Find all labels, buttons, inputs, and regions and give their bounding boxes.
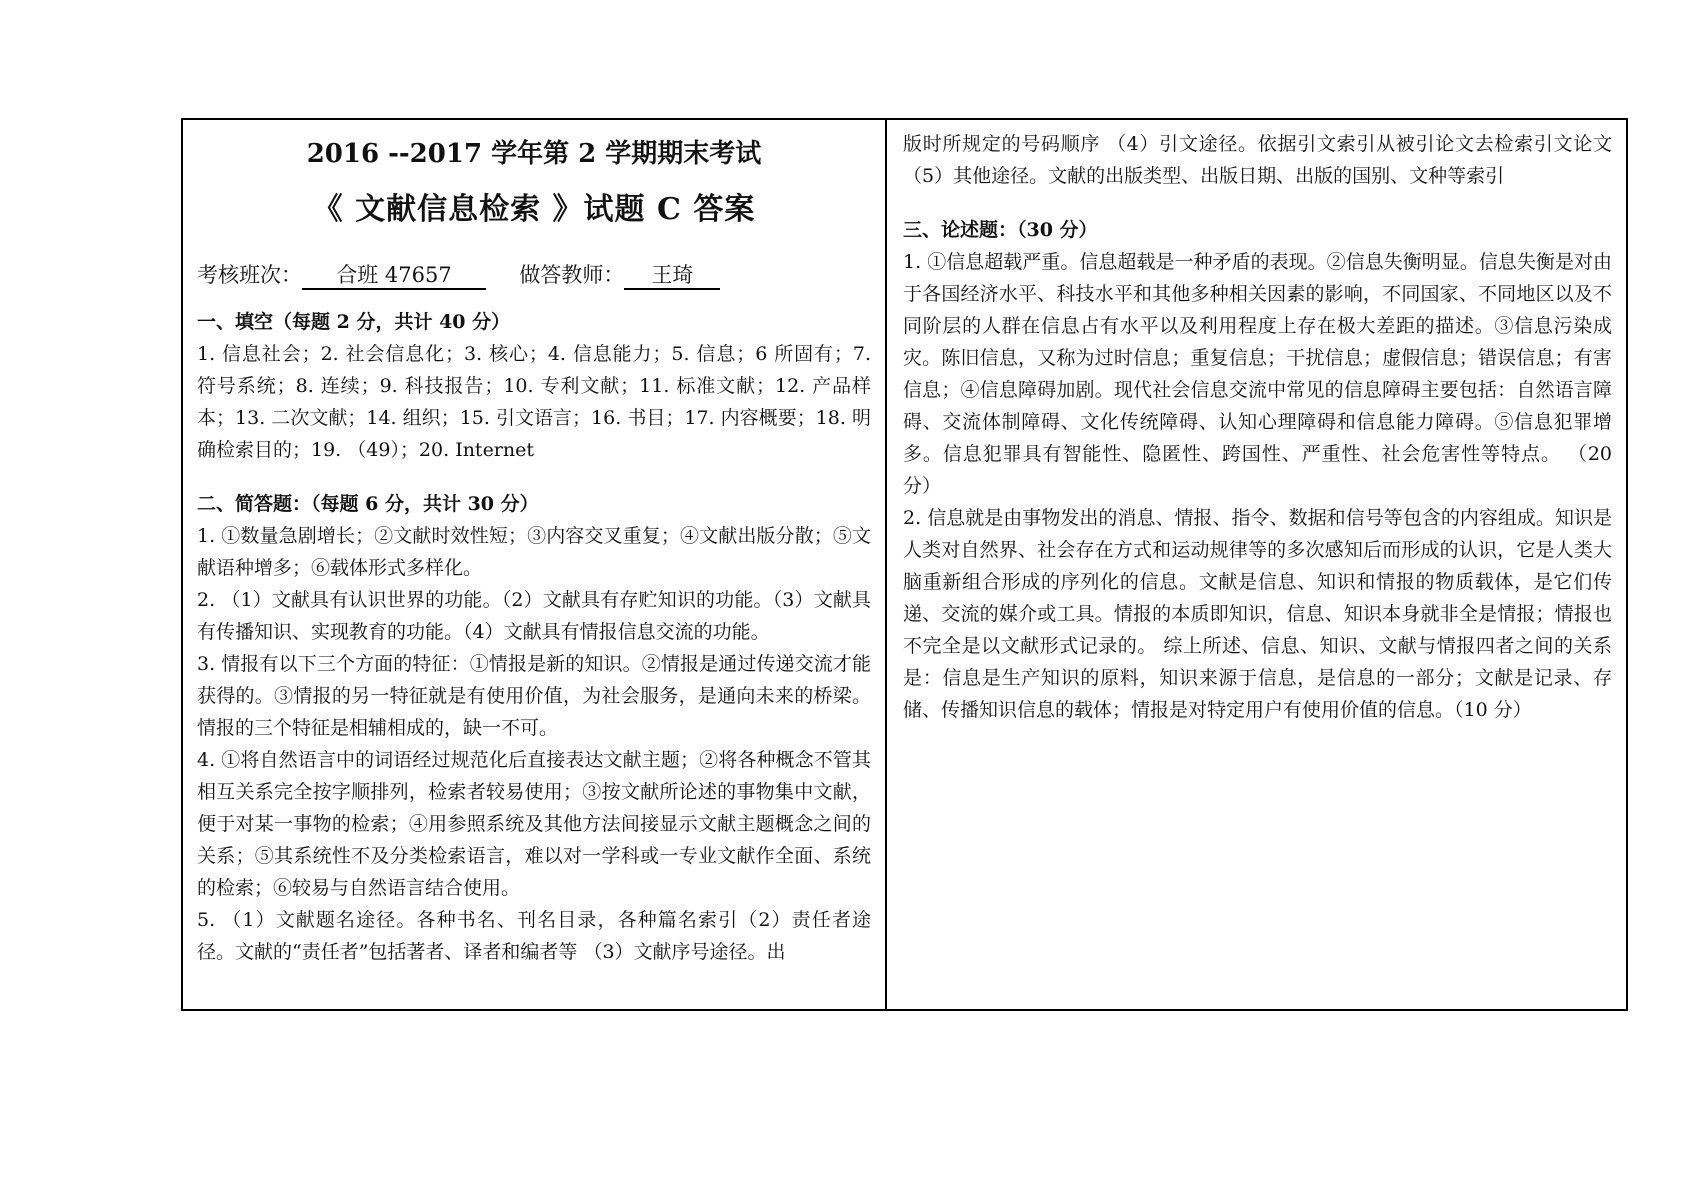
essay-answer-1: 1. ①信息超载严重。信息超载是一种矛盾的表现。②信息失衡明显。信息失衡是对由于各国经济水平、科技水平和其他多种相关因素的影响，不同国家、不同地区以及不同阶层的人群在信息占有水平以及利用程度上存在极大差距的描述。③信息污染成灾。陈旧信息，又称为过时信息；重复信息；干扰信息；虚假信息；错误信息；有害信息；④信息障碍加剧。现代社会信息交流中常见的信息障碍主要包括：自然语言障碍、交流体制障碍、文化传统障碍、认知心理障碍和信息能力障碍。⑤信息犯罪增多。信息犯罪具有智能性、隐匿性、跨国性、严重性、社会危害性等特点。 （20 分） xyxy=(903,251,1612,497)
section-essay-title: 三、论述题：（30 分） xyxy=(903,219,1098,241)
teacher-label: 做答教师： xyxy=(519,263,625,287)
section-short-answer-title: 二、简答题：（每题 6 分，共计 30 分） xyxy=(197,493,539,515)
exam-title: 2016 --2017 学年第 2 学期期末考试 xyxy=(306,139,762,169)
essay-answer-2: 2. 信息就是由事物发出的消息、情报、指令、数据和信号等包含的内容组成。知识是人类对自然界、社会存在方式和运动规律等的多次感知后而形成的认识，它是人类大脑重新组合形成的序列化的信息。文献是信息、知识和情报的物质载体，是它们传递、交流的媒介或工具。情报的本质即知识，信息、知识本身就非全是情报；情报也不完全是以文献形式记录的。 综上所述、信息、知识、文献与情报四者之间的关系是：信息是生产知识的原料，知识来源于信息，是信息的一部分；文献是记录、存储、传播知识信息的载体；情报是对特定用户有使用价值的信息。（10 分） xyxy=(903,507,1612,721)
short-answer-5-continuation: 版时所规定的号码顺序 （4）引文途径。依据引文索引从被引论文去检索引文论文 （5）其他途径。文献的出版类型、出版日期、出版的国别、文种等索引 xyxy=(903,133,1612,187)
short-answer-2: 2. （1）文献具有认识世界的功能。（2）文献具有存贮知识的功能。（3）文献具有传播知识、实现教育的功能。（4）文献具有情报信息交流的功能。 xyxy=(197,589,871,643)
exam-subtitle: 《 文献信息检索 》试题 C 答案 xyxy=(312,192,756,227)
class-value: 合班 47657 xyxy=(302,262,486,290)
short-answer-3: 3. 情报有以下三个方面的特征：①情报是新的知识。②情报是通过传递交流才能获得的。③情报的另一特征就是有使用价值，为社会服务，是通向未来的桥梁。情报的三个特征是相辅相成的，缺一不可。 xyxy=(197,653,871,739)
section-fill-blank-answers: 1. 信息社会；2. 社会信息化；3. 核心；4. 信息能力；5. 信息；6 所固有；7. 符号系统；8. 连续；9. 科技报告；10. 专利文献；11. 标准文献；12. 产品样本；13. 二次文献；14. 组织；15. 引文语言；16. 书目；17. 内容概要；18. 明确检索目的；19. （49）；20. Internet xyxy=(197,343,871,461)
teacher-value: 王琦 xyxy=(624,262,720,290)
exam-meta xyxy=(197,258,871,292)
left-column xyxy=(183,120,887,1009)
right-column xyxy=(887,120,1626,1009)
class-label: 考核班次： xyxy=(197,263,302,287)
answer-sheet xyxy=(181,118,1628,1011)
short-answer-5: 5. （1）文献题名途径。各种书名、刊名目录，各种篇名索引（2）责任者途径。文献的“责任者”包括著者、译者和编者等 （3）文献序号途径。出 xyxy=(197,909,871,963)
short-answer-4: 4. ①将自然语言中的词语经过规范化后直接表达文献主题；②将各种概念不管其相互关系完全按字顺排列，检索者较易使用；③按文献所论述的事物集中文献，便于对某一事物的检索；④用参照系统及其他方法间接显示文献主题概念之间的关系；⑤其系统性不及分类检索语言，难以对一学科或一专业文献作全面、系统的检索；⑥较易与自然语言结合使用。 xyxy=(197,749,871,899)
short-answer-1: 1. ①数量急剧增长；②文献时效性短；③内容交叉重复；④文献出版分散；⑤文献语种增多；⑥载体形式多样化。 xyxy=(197,525,871,579)
section-fill-blank-title: 一、填空（每题 2 分，共计 40 分） xyxy=(197,311,511,333)
